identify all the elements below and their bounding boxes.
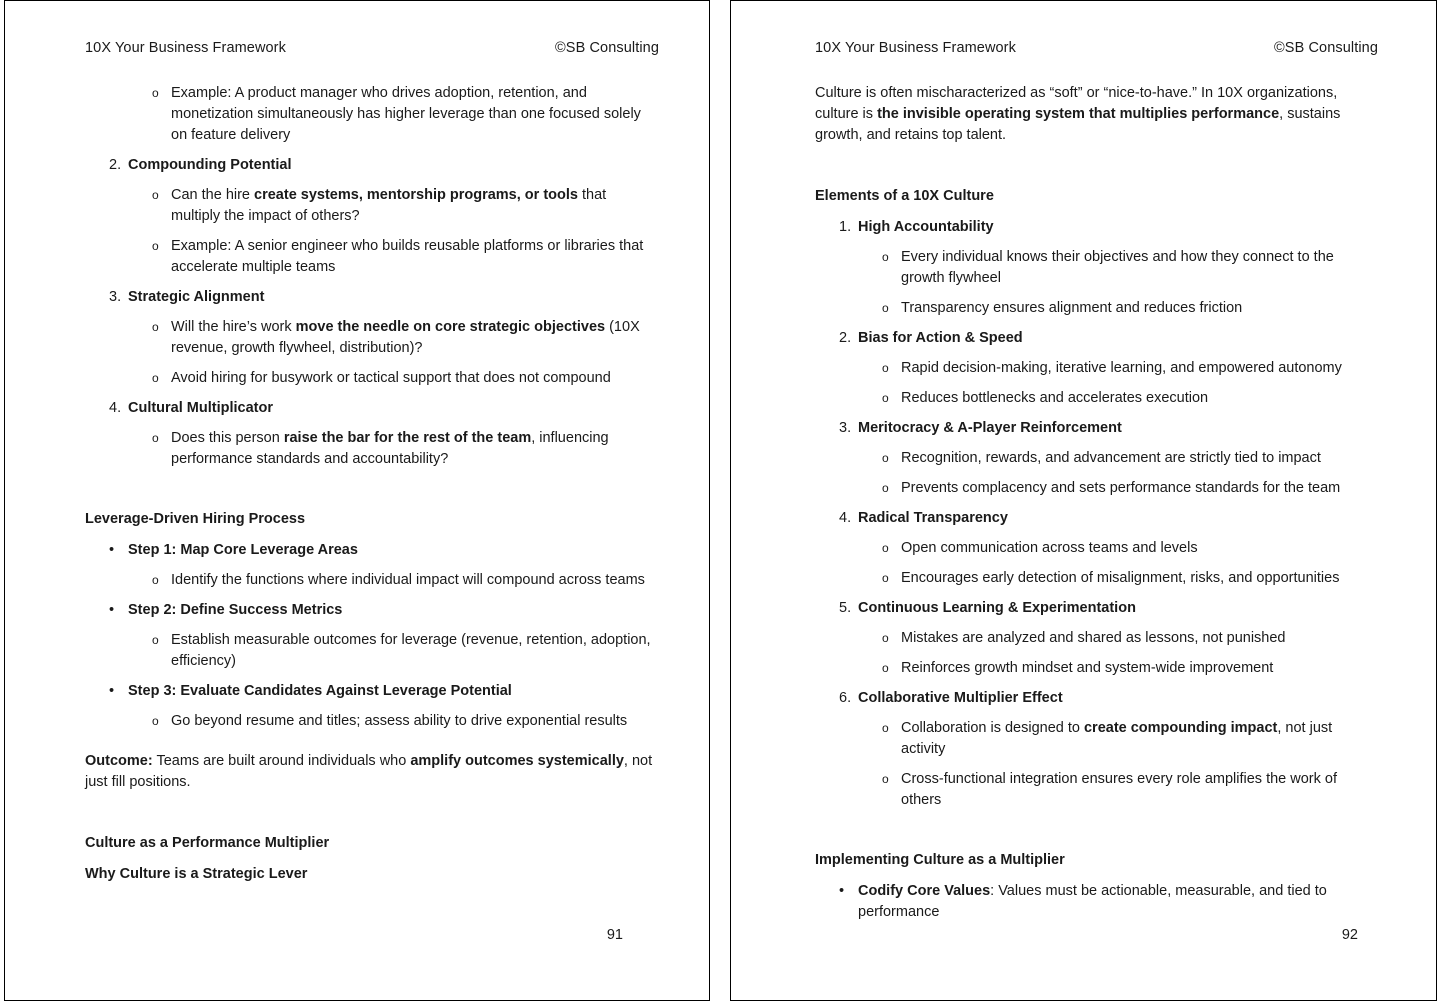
list-item — [85, 236, 659, 278]
list-item-text — [171, 185, 659, 227]
section-spacer — [85, 803, 659, 833]
list-item — [815, 247, 1378, 289]
page-number: 92 — [1341, 927, 1358, 943]
hollow-bullet-icon: o — [882, 481, 889, 495]
numbered-list-item — [85, 398, 659, 419]
list-number: 3. — [839, 420, 852, 436]
running-header — [815, 39, 1378, 57]
list-item — [815, 298, 1378, 319]
list-number: 4. — [109, 400, 122, 416]
section-heading: Implementing Culture as a Multiplier — [815, 852, 1065, 868]
text-run-bold: Codify Core Values — [858, 883, 991, 899]
hollow-bullet-icon: o — [152, 239, 159, 253]
list-item-text: Prevents complacency and sets performance standards for the team — [901, 480, 1341, 496]
document-page-91 — [4, 0, 710, 1001]
bulleted-list-item — [85, 681, 659, 702]
list-number: 5. — [839, 600, 852, 616]
text-run: that multiply the impact of others? — [171, 187, 607, 224]
hollow-bullet-icon: o — [882, 772, 889, 786]
list-item-text: Recognition, rewards, and advancement are strictly tied to impact — [901, 450, 1321, 466]
list-item — [85, 368, 659, 389]
hollow-bullet-icon: o — [882, 451, 889, 465]
list-item-title: Compounding Potential — [128, 157, 292, 173]
text-run: Can the hire — [171, 187, 255, 203]
section-spacer — [85, 479, 659, 509]
text-run-bold: raise the bar for the rest of the team — [283, 430, 532, 446]
list-item — [815, 358, 1378, 379]
spacer — [85, 854, 659, 864]
running-header — [85, 39, 659, 57]
text-run-bold: create compounding impact — [1083, 720, 1278, 736]
hollow-bullet-icon: o — [882, 391, 889, 405]
list-item-title: Step 1: Map Core Leverage Areas — [128, 542, 358, 558]
list-item — [85, 83, 659, 146]
list-item-text: Reduces bottlenecks and accelerates execution — [901, 390, 1209, 406]
hollow-bullet-icon: o — [882, 631, 889, 645]
hollow-bullet-icon: o — [152, 86, 159, 100]
spacer — [815, 871, 1378, 881]
list-item-title: Step 2: Define Success Metrics — [128, 602, 343, 618]
list-item-text: Establish measurable outcomes for leverage (revenue, retention, adoption, efficiency) — [171, 632, 651, 669]
numbered-list-item — [815, 688, 1378, 709]
numbered-list-item — [85, 155, 659, 176]
list-item-text — [171, 317, 659, 359]
bullet-icon: • — [109, 683, 115, 699]
list-item — [815, 388, 1378, 409]
list-item-text: Mistakes are analyzed and shared as lessons, not punished — [901, 630, 1286, 646]
text-run: , influencing performance standards and accountability? — [171, 430, 609, 467]
section-heading: Leverage-Driven Hiring Process — [85, 511, 306, 527]
text-run: , not just activity — [901, 720, 1333, 757]
list-item-text: Rapid decision-making, iterative learning, and empowered autonomy — [901, 360, 1342, 376]
bullet-icon: • — [109, 602, 115, 618]
running-header-title: 10X Your Business Framework — [815, 40, 1016, 56]
hollow-bullet-icon: o — [152, 633, 159, 647]
list-item-text: Identify the functions where individual impact will compound across teams — [171, 572, 645, 588]
bullet-icon: • — [109, 542, 115, 558]
list-number: 6. — [839, 690, 852, 706]
list-item-text — [858, 881, 1378, 923]
numbered-list-item — [815, 328, 1378, 349]
list-item-text: Go beyond resume and titles; assess ability to drive exponential results — [171, 713, 628, 729]
list-item-title: High Accountability — [858, 219, 994, 235]
bulleted-list-item — [85, 540, 659, 561]
text-run: : Values must be actionable, measurable, and tied to performance — [858, 883, 1327, 920]
list-item-text: Avoid hiring for busywork or tactical support that does not compound — [171, 370, 611, 386]
list-item — [85, 630, 659, 672]
list-item — [85, 570, 659, 591]
text-run: Will the hire’s work — [171, 319, 296, 335]
list-item — [815, 568, 1378, 589]
list-item-text — [171, 428, 659, 470]
text-run-bold: move the needle on core strategic objectives — [295, 319, 606, 335]
section-heading: Elements of a 10X Culture — [815, 188, 994, 204]
list-item — [85, 428, 659, 470]
hollow-bullet-icon: o — [882, 301, 889, 315]
list-number: 4. — [839, 510, 852, 526]
hollow-bullet-icon: o — [152, 320, 159, 334]
document-page-92 — [730, 0, 1437, 1001]
numbered-list-item — [815, 598, 1378, 619]
bulleted-list-item — [815, 881, 1378, 923]
list-item-title: Step 3: Evaluate Candidates Against Leverage Potential — [128, 683, 512, 699]
list-item — [815, 628, 1378, 649]
list-number: 2. — [839, 330, 852, 346]
page-number: 91 — [606, 927, 623, 943]
text-run: (10X revenue, growth flywheel, distribution)? — [171, 319, 640, 356]
text-run: , sustains growth, and retains top talent. — [815, 106, 1341, 143]
list-item-text: Reinforces growth mindset and system-wide improvement — [901, 660, 1274, 676]
list-item-title: Meritocracy & A-Player Reinforcement — [858, 420, 1122, 436]
hollow-bullet-icon: o — [882, 571, 889, 585]
list-item-title: Collaborative Multiplier Effect — [858, 690, 1063, 706]
list-item-title: Strategic Alignment — [128, 289, 265, 305]
list-number: 3. — [109, 289, 122, 305]
text-run-bold: the invisible operating system that multiplies performance — [877, 106, 1280, 122]
list-number: 2. — [109, 157, 122, 173]
spacer — [815, 207, 1378, 217]
hollow-bullet-icon: o — [152, 371, 159, 385]
numbered-list-item — [815, 508, 1378, 529]
list-item-text: Example: A senior engineer who builds reusable platforms or libraries that accelerate multiple teams — [171, 238, 644, 275]
section-heading: Culture as a Performance Multiplier — [85, 835, 330, 851]
list-item-title: Bias for Action & Speed — [858, 330, 1023, 346]
text-run: , not just fill positions. — [85, 753, 653, 790]
running-header-copyright: ©SB Consulting — [1274, 40, 1378, 56]
section-spacer — [815, 820, 1378, 850]
hollow-bullet-icon: o — [152, 188, 159, 202]
list-item — [85, 185, 659, 227]
list-item-title: Cultural Multiplicator — [128, 400, 273, 416]
list-item-text: Encourages early detection of misalignment, risks, and opportunities — [901, 570, 1340, 586]
hollow-bullet-icon: o — [882, 661, 889, 675]
list-item-text: Example: A product manager who drives adoption, retention, and monetization simultaneously has higher leverage than one focused solely on feature delivery — [171, 85, 641, 143]
running-header-title: 10X Your Business Framework — [85, 40, 286, 56]
spacer — [85, 741, 659, 751]
intro-paragraph — [815, 83, 1378, 146]
bullet-icon: • — [839, 883, 845, 899]
list-item-text: Open communication across teams and levels — [901, 540, 1198, 556]
section-subheading: Why Culture is a Strategic Lever — [85, 866, 308, 882]
hollow-bullet-icon: o — [882, 250, 889, 264]
list-item — [815, 538, 1378, 559]
list-item-text: Transparency ensures alignment and reduces friction — [901, 300, 1243, 316]
hollow-bullet-icon: o — [882, 361, 889, 375]
text-run-bold: create systems, mentorship programs, or tools — [254, 187, 578, 203]
hollow-bullet-icon: o — [152, 714, 159, 728]
text-run-bold: amplify outcomes systemically — [410, 753, 624, 769]
hollow-bullet-icon: o — [882, 541, 889, 555]
list-item-title: Radical Transparency — [858, 510, 1008, 526]
list-item — [815, 718, 1378, 760]
text-run: Collaboration is designed to — [901, 720, 1084, 736]
numbered-list-item — [815, 217, 1378, 238]
hollow-bullet-icon: o — [152, 573, 159, 587]
list-item — [815, 448, 1378, 469]
list-item — [85, 317, 659, 359]
list-item-text: Cross-functional integration ensures every role amplifies the work of others — [901, 771, 1338, 808]
hollow-bullet-icon: o — [152, 431, 159, 445]
text-run: Teams are built around individuals who — [152, 753, 411, 769]
list-item — [85, 711, 659, 732]
numbered-list-item — [85, 287, 659, 308]
list-item-text: Every individual knows their objectives and how they connect to the growth flywheel — [901, 249, 1334, 286]
text-run: Culture is often mischaracterized as “soft” or “nice-to-have.” In 10X organizations, culture is — [815, 85, 1338, 122]
hollow-bullet-icon: o — [882, 721, 889, 735]
list-item-text — [901, 718, 1378, 760]
list-item — [815, 769, 1378, 811]
list-item — [815, 478, 1378, 499]
list-item — [815, 658, 1378, 679]
text-run-bold: Outcome: — [85, 753, 153, 769]
spacer — [85, 530, 659, 540]
running-header-copyright: ©SB Consulting — [555, 40, 659, 56]
text-run: Does this person — [171, 430, 284, 446]
bulleted-list-item — [85, 600, 659, 621]
numbered-list-item — [815, 418, 1378, 439]
list-number: 1. — [839, 219, 852, 235]
list-item-title: Continuous Learning & Experimentation — [858, 600, 1136, 616]
section-spacer — [815, 156, 1378, 186]
outcome-paragraph — [85, 751, 659, 793]
